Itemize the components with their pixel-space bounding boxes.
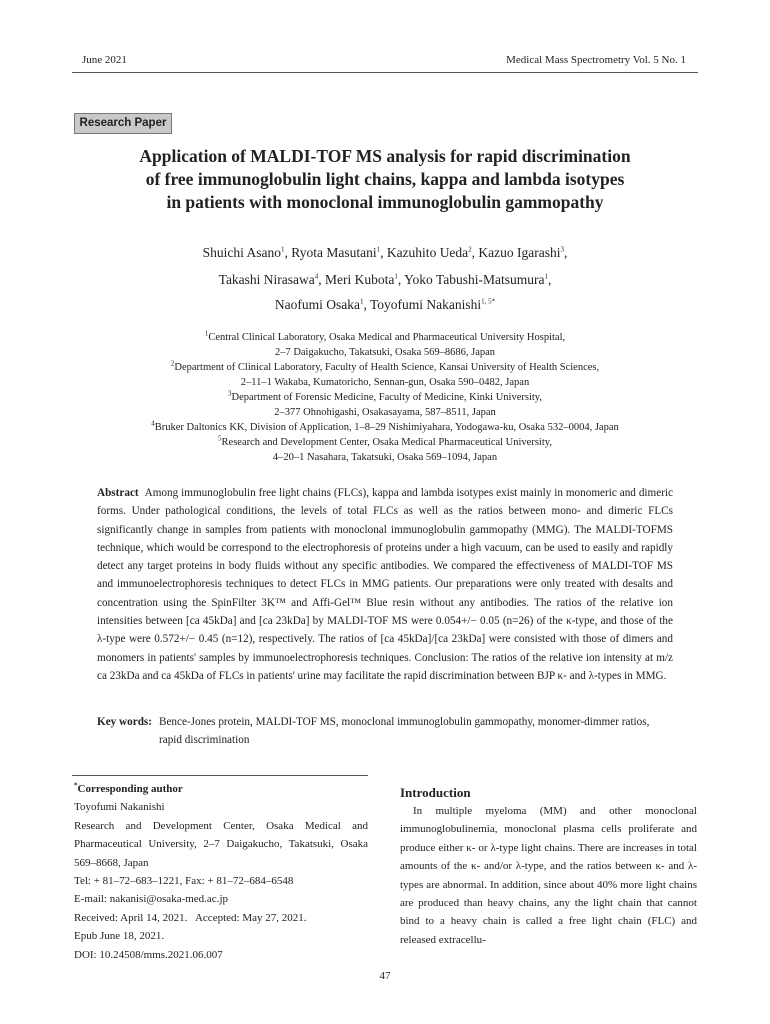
footnote-rule [72, 775, 368, 776]
author-line-2: Takashi Nirasawa$^4$, Meri Kubota$^1$, Yoko Tabushi-Matsumura$^1$, [218, 272, 552, 287]
author: Meri Kubota [325, 272, 395, 287]
author-sup: 4 [314, 272, 319, 281]
author: Takashi Nirasawa [218, 272, 315, 287]
affiliation-line: Research and Development Center, Osaka Medical Pharmaceutical University, [221, 437, 552, 448]
author-line-1: Shuichi Asano$^1$, Ryota Masutani$^1$, Kazuhito Ueda$^2$, Kazuo Igarashi$^3$, [202, 245, 568, 260]
abstract-label: Abstract [97, 487, 139, 499]
author-sup: 1 [281, 245, 285, 254]
abstract-text: Among immunoglobulin free light chains (FLCs), kappa and lambda isotypes exist mainly in monomeric and dimeric forms. Under pathological conditions, the levels of total FLCs as well as the ratios between mono- and dimeric FLCs significantly change in samples from patients with monoclonal immunoglobulin gammopathy (MMG). The MALDI-TOFMS technique, which would be correspond to the electrophoresis of proteins under a high vacuum, can be used to easily and rapidly detect any target proteins in body fluids without any specific antibodies. We compared the effectiveness of MALDI-TOF MS and immunoelectrophoresis techniques to detect FLCs in MMG patients. Our preparations were only treated with desalts and concentration using the SpinFilter 3K™ and Affi-Gel™ Blue resin without any antibodies. The ratios of the relative ion intensities between [ca 45kDa] and [ca 23kDa] by MALDI-TOF MS were 0.054+/− 0.05 (n=26) of the κ-type, and those of the λ-type were 0.572+/− 0.45 (n=12), respectively. The ratios of [ca 45kDa]/[ca 23kDa] were consisted with those of dimers and monomers in patients' samples by immunoelectrophoresis techniques. Conclusion: The ratios of the relative ion intensity at m/z ca 23kDa and ca 45kDa of FLCs in patients' urine may facilitate the rapid discrimination between BJP κ- and λ-types in MMG. [97, 487, 673, 682]
corresponding-name: Toyofumi Nakanishi [74, 801, 165, 814]
introduction-heading: Introduction [400, 785, 471, 800]
corresponding-head-text: Corresponding author [77, 783, 183, 795]
abstract [97, 484, 673, 685]
affiliation-line: 2–377 Ohnohigashi, Osakasayama, 587–8511, Japan [274, 407, 496, 418]
page-number: 47 [379, 970, 391, 982]
affiliation [72, 390, 698, 405]
title-line-1: Application of MALDI-TOF MS analysis for rapid discrimination [139, 146, 631, 166]
affiliation [72, 420, 698, 435]
author: Yoko Tabushi-Matsumura [404, 272, 545, 287]
affiliation-line: Central Clinical Laboratory, Osaka Medical and Pharmaceutical University Hospital, [208, 332, 566, 343]
affiliation-line: Bruker Daltonics KK, Division of Application, 1–8–29 Nishimiyahara, Yodogawa-ku, Osaka 532–0004, Japan [154, 422, 619, 433]
keywords [97, 713, 673, 750]
author-sup: 1, 5* [481, 297, 496, 306]
affiliation [72, 330, 698, 345]
author: Naofumi Osaka [274, 297, 360, 312]
keywords-text: Bence-Jones protein, MALDI-TOF MS, monoclonal immunoglobulin gammopathy, monomer-dimmer ratios, rapid discrimination [159, 716, 650, 747]
article-type-badge: Research Paper [74, 113, 172, 134]
affiliation-line: 2–11–1 Wakaba, Kumatoricho, Sennan-gun, Osaka 590–0482, Japan [240, 377, 530, 388]
header-journal: Medical Mass Spectrometry Vol. 5 No. 1 [506, 54, 686, 66]
author: Toyofumi Nakanishi [369, 297, 482, 312]
affiliation [72, 360, 698, 375]
affiliation-sup: 3 [228, 389, 232, 398]
affiliations [72, 330, 698, 465]
author-sup: 1 [544, 272, 548, 281]
paper-title [72, 145, 698, 214]
author: Kazuhito Ueda [386, 245, 469, 260]
title-line-3: in patients with monoclonal immunoglobulin gammopathy [166, 192, 604, 212]
introduction-text: In multiple myeloma (MM) and other monoclonal immunoglobulinemia, monoclonal plasma cells proliferate and produce either κ- or λ-type light chains. There are increases in total amounts of the κ- and/or λ-type, and the ratios between κ- and λ-types are abnormal. In addition, since about 40% more light chains are produced than heavy chains, any the light chain that cannot bind to a heavy chain is called a free light chain (FLC) and released extracellu- [400, 805, 697, 946]
affiliation-sup: 2 [170, 359, 175, 368]
affiliation-line: 2–7 Daigakucho, Takatsuki, Osaka 569–8686, Japan [274, 347, 496, 358]
corresponding-email: E-mail: nakanisi@osaka-med.ac.jp [74, 893, 228, 906]
author-sup: 1 [394, 272, 398, 281]
header-date: June 2021 [82, 54, 127, 66]
doi: DOI: 10.24508/mms.2021.06.007 [74, 948, 223, 961]
author-line-3: Naofumi Osaka$^1$, Toyofumi Nakanishi$^{1, 5*}$ [274, 297, 496, 312]
author: Shuichi Asano [202, 245, 281, 260]
author: Kazuo Igarashi [478, 245, 561, 260]
affiliation-sup: 5 [218, 434, 222, 443]
header-rule [72, 72, 698, 73]
affiliation-line: Department of Clinical Laboratory, Faculty of Health Science, Kansai University of Health Sciences, [174, 362, 600, 373]
author-sup: 3 [560, 245, 565, 254]
author-sup: 1 [376, 245, 381, 254]
author-sup: 2 [468, 245, 472, 254]
corresponding-mark: * [74, 781, 78, 790]
corresponding-address: Research and Development Center, Osaka Medical and Pharmaceutical University, 2–7 Daigakucho, Takatsuki, Osaka 569–8668, Japan [74, 819, 368, 869]
corresponding-author-block [74, 780, 368, 964]
affiliation-line: 4–20–1 Nasahara, Takatsuki, Osaka 569–1094, Japan [272, 452, 498, 463]
author: Ryota Masutani [291, 245, 377, 260]
received-date: Received: April 14, 2021. Accepted: May 27, 2021. [74, 911, 307, 924]
affiliation-sup: 1 [204, 329, 209, 338]
title-line-2: of free immunoglobulin light chains, kappa and lambda isotypes [145, 169, 625, 189]
affiliation-sup: 4 [151, 419, 155, 428]
affiliation [72, 435, 698, 450]
author-sup: 1 [359, 297, 364, 306]
corresponding-heading [74, 780, 368, 798]
affiliation-line: Department of Forensic Medicine, Faculty of Medicine, Kinki University, [231, 392, 542, 403]
epub-date: Epub June 18, 2021. [74, 930, 165, 943]
keywords-label: Key words: [97, 716, 152, 728]
corresponding-tel: Tel: + 81–72–683–1221, Fax: + 81–72–684–6548 [74, 875, 294, 888]
